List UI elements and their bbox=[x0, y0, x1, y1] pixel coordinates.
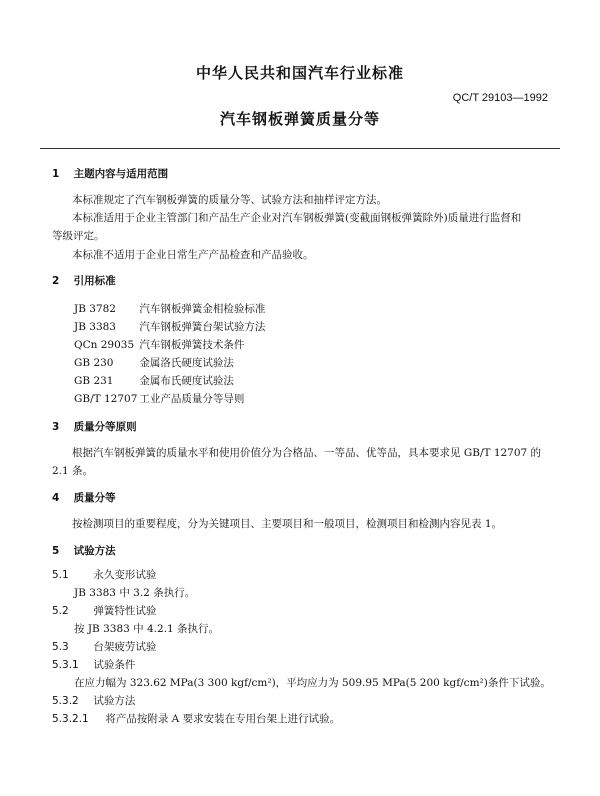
section-5-heading bbox=[52, 544, 116, 558]
reference-code: JB 3383 bbox=[74, 321, 116, 333]
section-title: 主题内容与适用范围 bbox=[73, 168, 169, 180]
reference-code: QCn 29035 bbox=[74, 339, 135, 351]
subsection-title: 弹簧特性试验 bbox=[93, 605, 157, 617]
section-number: 3 bbox=[52, 421, 60, 433]
document-title: 汽车钢板弹簧质量分等 bbox=[219, 110, 380, 128]
reference-name: 汽车钢板弹簧金相检验标准 bbox=[139, 303, 266, 315]
reference-name: 工业产品质量分等导则 bbox=[139, 393, 245, 405]
subsection-number: 5.3.2 bbox=[52, 695, 79, 707]
section-number: 4 bbox=[52, 492, 60, 504]
section-1-heading bbox=[52, 167, 168, 181]
standard-category: 中华人民共和国汽车行业标准 bbox=[195, 64, 404, 82]
paragraph: 本标准适用于企业主管部门和产品生产企业对汽车钢板弹簧(变截面钢板弹簧除外)质量进行监督和 bbox=[72, 212, 522, 224]
subsection-5-3-heading bbox=[52, 640, 156, 654]
paragraph-continued: 等级评定。 bbox=[52, 230, 105, 242]
reference-item bbox=[74, 356, 234, 370]
reference-item bbox=[74, 338, 244, 352]
subsection-number: 5.2 bbox=[52, 605, 69, 617]
reference-name: 汽车钢板弹簧技术条件 bbox=[139, 339, 245, 351]
paragraph: 本标准不适用于企业日常生产产品检查和产品验收。 bbox=[72, 249, 314, 261]
reference-name: 金属布氏硬度试验法 bbox=[139, 375, 234, 387]
subsection-title: 试验条件 bbox=[93, 659, 136, 671]
paragraph: 在应力幅为 323.62 MPa(3 300 kgf/cm²)，平均应力为 509.95 MPa(5 200 kgf/cm²)条件下试验。 bbox=[74, 677, 551, 689]
subsection-5-3-2-1 bbox=[52, 712, 340, 726]
reference-item bbox=[74, 392, 244, 406]
paragraph: 按检测项目的重要程度，分为关键项目、主要项目和一般项目，检测项目和检测内容见表 1。 bbox=[72, 518, 503, 530]
subsection-number: 5.1 bbox=[52, 569, 69, 581]
subsection-5-3-2-heading bbox=[52, 694, 135, 708]
reference-item bbox=[74, 320, 265, 334]
section-3-heading bbox=[52, 420, 137, 434]
section-2-heading bbox=[52, 274, 116, 288]
paragraph: 按 JB 3383 中 4.2.1 条执行。 bbox=[74, 623, 220, 635]
section-number: 1 bbox=[52, 168, 60, 180]
paragraph: 根据汽车钢板弹簧的质量水平和使用价值分为合格品、一等品、优等品，具本要求见 GB/T 12707 的 bbox=[72, 447, 542, 459]
subsection-5-1-heading bbox=[52, 568, 156, 582]
reference-code: JB 3782 bbox=[74, 303, 116, 315]
subsection-number: 5.3.1 bbox=[52, 659, 79, 671]
section-number: 5 bbox=[52, 545, 60, 557]
subsection-5-2-heading bbox=[52, 604, 156, 618]
section-number: 2 bbox=[52, 275, 60, 287]
subsection-title: 台架疲劳试验 bbox=[93, 641, 157, 653]
section-title: 质量分等 bbox=[73, 492, 116, 504]
subsection-title: 永久变形试验 bbox=[93, 569, 157, 581]
reference-item bbox=[74, 302, 265, 316]
section-title: 质量分等原则 bbox=[73, 421, 137, 433]
subsection-5-3-1-heading bbox=[52, 658, 135, 672]
paragraph: JB 3383 中 3.2 条执行。 bbox=[74, 587, 196, 599]
reference-code: GB 230 bbox=[74, 357, 114, 369]
paragraph: 将产品按附录 A 要求安装在专用台架上进行试验。 bbox=[105, 713, 341, 725]
standard-code: QC/T 29103—1992 bbox=[452, 92, 548, 104]
section-title: 试验方法 bbox=[73, 545, 116, 557]
reference-name: 金属洛氏硬度试验法 bbox=[139, 357, 234, 369]
paragraph-continued: 2.1 条。 bbox=[52, 465, 94, 477]
subsection-number: 5.3 bbox=[52, 641, 69, 653]
paragraph: 本标准规定了汽车钢板弹簧的质量分等、试验方法和抽样评定方法。 bbox=[72, 194, 387, 206]
section-4-heading bbox=[52, 491, 116, 505]
reference-item bbox=[74, 374, 234, 388]
subsection-title: 试验方法 bbox=[93, 695, 136, 707]
reference-name: 汽车钢板弹簧台架试验方法 bbox=[139, 321, 266, 333]
reference-code: GB 231 bbox=[74, 375, 114, 387]
header-divider bbox=[40, 148, 560, 149]
reference-code: GB/T 12707 bbox=[74, 393, 138, 405]
section-title: 引用标准 bbox=[73, 275, 116, 287]
subsection-number: 5.3.2.1 bbox=[52, 713, 89, 725]
